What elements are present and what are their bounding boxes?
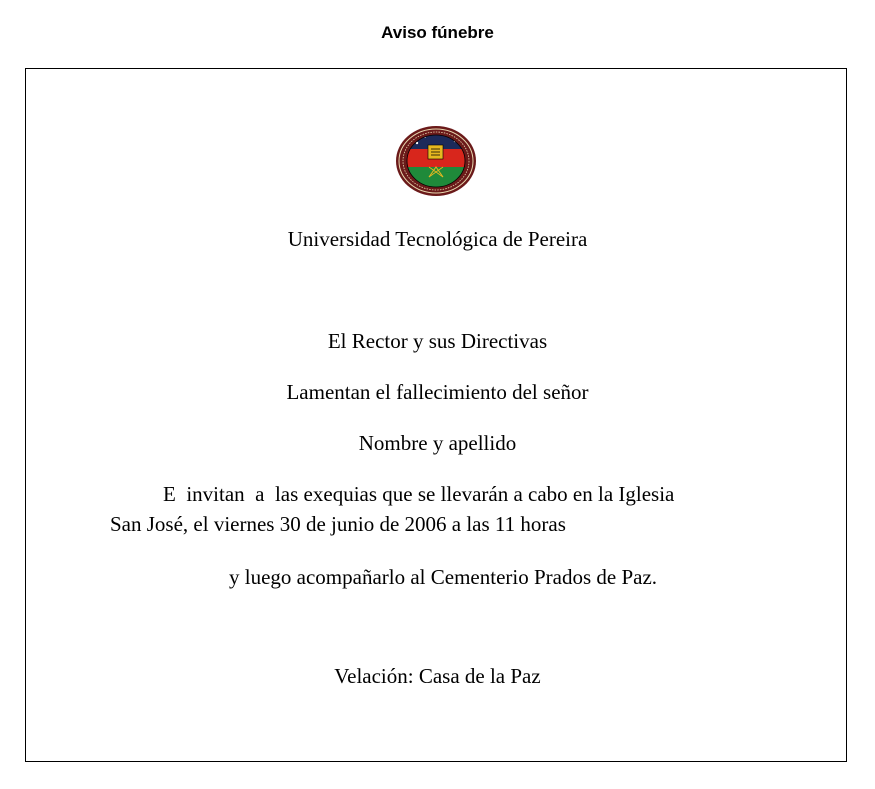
institution-name: Universidad Tecnológica de Pereira xyxy=(287,227,588,251)
wake-line: Velación: Casa de la Paz xyxy=(334,664,541,688)
burial-line: y luego acompañarlo al Cementerio Prados de Paz. xyxy=(229,565,658,589)
signers-line: El Rector y sus Directivas xyxy=(327,329,548,353)
lament-line: Lamentan el fallecimiento del señor xyxy=(286,380,589,404)
page-title: Aviso fúnebre xyxy=(381,23,494,42)
university-seal-icon xyxy=(395,125,477,197)
invitation-line-1: E invitan a las exequias que se llevarán a cabo en la Iglesia xyxy=(163,482,675,506)
deceased-name: Nombre y apellido xyxy=(358,431,517,455)
invitation-line-2: San José, el viernes 30 de junio de 2006 a las 11 horas xyxy=(110,512,566,536)
